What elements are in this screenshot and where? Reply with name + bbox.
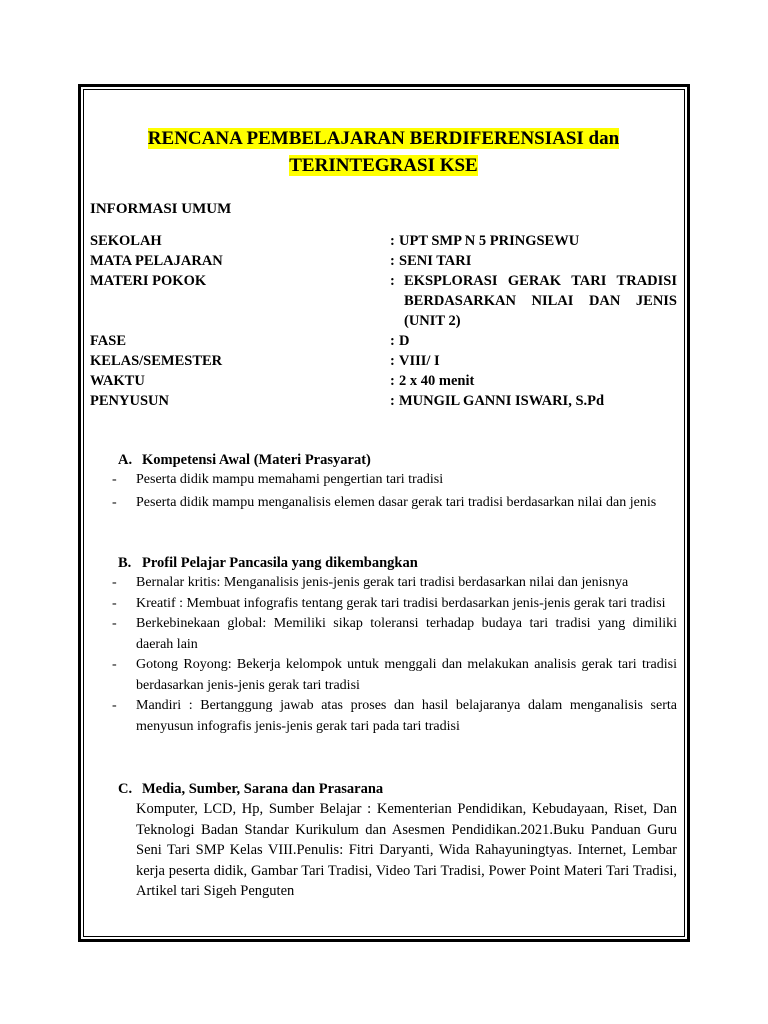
dash-bullet: -: [112, 595, 117, 611]
colon: :: [390, 333, 395, 349]
dash-bullet: -: [112, 494, 117, 510]
colon: :: [390, 253, 395, 269]
info-value: 2 x 40 menit: [399, 373, 475, 389]
document-header: [90, 125, 677, 179]
info-row-sekolah: [90, 231, 677, 251]
section-title-text: Profil Pelajar Pancasila yang dikembangkan: [142, 555, 418, 571]
info-value-wrap: [390, 331, 677, 351]
list-item: [90, 573, 677, 594]
list-item-text: Peserta didik mampu memahami pengertian tari tradisi: [136, 472, 444, 487]
list-item: [90, 594, 677, 615]
info-value-wrap: [390, 391, 677, 411]
section-title-text: Kompetensi Awal (Materi Prasyarat): [142, 452, 371, 468]
section-b-title: [90, 553, 677, 573]
list-item: [90, 655, 677, 696]
section-letter: A.: [118, 452, 133, 468]
info-label: SEKOLAH: [90, 233, 162, 249]
title-line-1: RENCANA PEMBELAJARAN BERDIFERENSIASI dan: [147, 128, 620, 149]
section-c: [90, 779, 677, 902]
info-value: EKSPLORASI GERAK TARI TRADISI BERDASARKAN NILAI DAN JENIS (UNIT 2): [404, 273, 677, 329]
info-row-fase: [90, 331, 677, 351]
section-letter: B.: [118, 555, 132, 571]
info-label: MATA PELAJARAN: [90, 253, 223, 269]
info-value-wrap: [390, 251, 677, 271]
info-value: MUNGIL GANNI ISWARI, S.Pd: [399, 393, 605, 409]
list-item-text: Gotong Royong: Bekerja kelompok untuk menggali dan melakukan analisis gerak tari tradisi berdasarkan jenis-jenis gerak tari tradisi: [136, 657, 677, 693]
info-label: PENYUSUN: [90, 393, 169, 409]
info-row-waktu: [90, 371, 677, 391]
section-a-list: [90, 470, 677, 513]
section-a-title: [90, 450, 677, 470]
informasi-umum-section: [90, 199, 677, 219]
list-item-text: Bernalar kritis: Menganalisis jenis-jenis gerak tari tradisi berdasarkan nilai dan jenisnya: [136, 575, 629, 590]
section-title-text: Media, Sumber, Sarana dan Prasarana: [142, 781, 384, 797]
info-value: D: [399, 333, 410, 349]
colon: :: [390, 233, 395, 249]
section-a: [90, 450, 677, 513]
section-letter: C.: [118, 781, 133, 797]
list-item-text: Peserta didik mampu menganalisis elemen dasar gerak tari tradisi berdasarkan nilai dan jenis: [136, 494, 657, 510]
info-value: UPT SMP N 5 PRINGSEWU: [399, 233, 580, 249]
list-item: [90, 493, 677, 514]
section-b: [90, 553, 677, 737]
info-value-wrap: [390, 371, 677, 391]
section-c-paragraph: Komputer, LCD, Hp, Sumber Belajar : Kementerian Pendidikan, Kebudayaan, Riset, Dan Teknologi Badan Standar Kurikulum dan Asesmen Pendidikan.2021.Buku Panduan Guru Seni Tari SMP Kelas VIII.Penulis: Fitri Daryanti, Wida Rahayuningtyas. Internet, Lembar kerja peserta didik, Gambar Tari Tradisi, Video Tari Tradisi, Power Point Materi Tari Tradisi, Artikel tari Sigeh Penguten: [136, 801, 677, 899]
dash-bullet: -: [112, 657, 117, 672]
colon: :: [390, 393, 395, 409]
list-item: [90, 614, 677, 655]
info-row-materi-pokok: [90, 271, 677, 331]
info-value-wrap: [390, 271, 677, 331]
list-item-text: Kreatif : Membuat infografis tentang gerak tari tradisi berdasarkan jenis-jenis gerak tari tradisi: [136, 595, 666, 611]
list-item: [90, 696, 677, 737]
colon: :: [390, 353, 395, 369]
list-item: [90, 470, 677, 491]
dash-bullet: -: [112, 575, 117, 590]
document-title: [90, 125, 677, 179]
list-item-text: Mandiri : Bertanggung jawab atas proses dan hasil belajaranya dalam menganalisis serta menyusun infografis jenis-jenis gerak tari pada tari tradisi: [136, 698, 677, 734]
informasi-umum-heading: INFORMASI UMUM: [90, 201, 232, 217]
section-c-title: [90, 779, 677, 799]
info-label: KELAS/SEMESTER: [90, 353, 223, 369]
info-value: SENI TARI: [399, 253, 472, 269]
dash-bullet: -: [112, 472, 117, 487]
colon: :: [390, 373, 395, 389]
info-value: VIII/ I: [399, 353, 440, 369]
section-b-list: [90, 573, 677, 737]
info-value-wrap: [390, 351, 677, 371]
colon: :: [390, 273, 395, 289]
info-value-wrap: [390, 231, 677, 251]
info-label: MATERI POKOK: [90, 273, 207, 289]
dash-bullet: -: [112, 616, 117, 631]
info-row-kelas-semester: [90, 351, 677, 371]
info-row-mata-pelajaran: [90, 251, 677, 271]
list-item-text: Berkebinekaan global: Memiliki sikap toleransi terhadap budaya tari tradisi yang dimiliki daerah lain: [136, 616, 677, 652]
dash-bullet: -: [112, 698, 117, 713]
title-line-2: TERINTEGRASI KSE: [289, 155, 478, 176]
info-label: FASE: [90, 333, 126, 349]
info-row-penyusun: [90, 391, 677, 411]
info-table: [90, 231, 677, 411]
info-label: WAKTU: [90, 373, 145, 389]
